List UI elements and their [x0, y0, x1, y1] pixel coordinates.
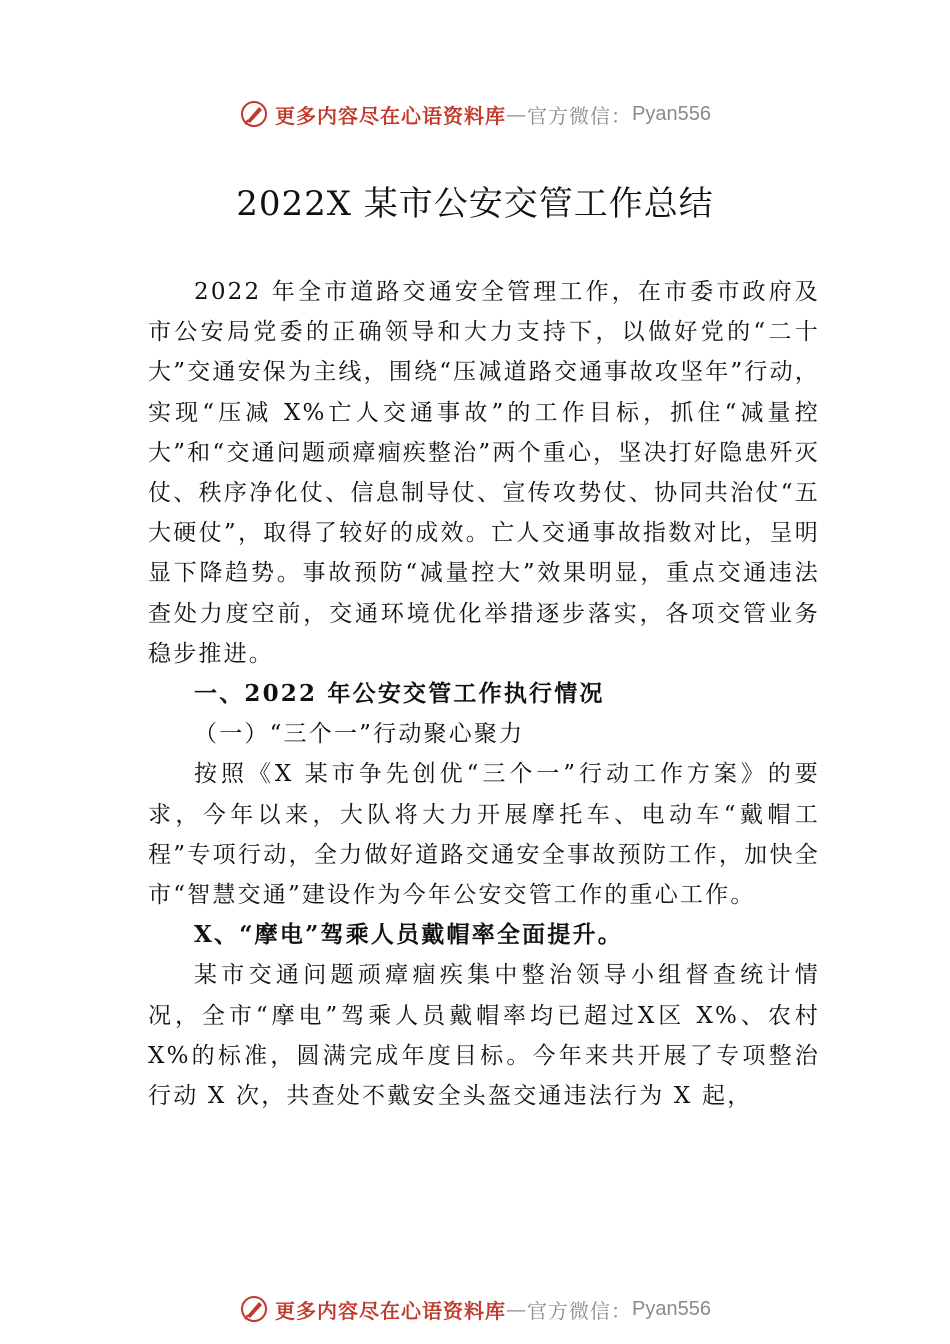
watermark-wechat-label: 官方微信：	[527, 103, 633, 128]
watermark-separator: —	[506, 1297, 528, 1321]
watermark-header	[0, 97, 950, 131]
watermark-wechat-id: Pyan556	[632, 102, 711, 125]
watermark-footer	[0, 1292, 950, 1326]
quill-pen-logo-icon	[239, 1294, 269, 1324]
section-heading-1: 一、2022 年公安交管工作执行情况	[194, 680, 605, 708]
watermark-wechat-label: 官方微信：	[527, 1298, 633, 1323]
body-paragraph-3: 某市交通问题顽瘴痼疾集中整治领导小组督查统计情况，全市“摩电”驾乘人员戴帽率均已超过Ⅹ区 X%、农村 X%的标准，圆满完成年度目标。今年来共开展了专项整治行动 X 次，共查处不戴安全头盔交通违法行为 X 起，	[148, 962, 820, 1110]
watermark-site-name: 更多内容尽在心语资料库	[275, 1298, 507, 1323]
intro-paragraph: 2022 年全市道路交通安全管理工作，在市委市政府及市公安局党委的正确领导和大力支持下，以做好党的“二十大”交通安保为主线，围绕“压减道路交通事故攻坚年”行动，实现“压减 X%亡人交通事故”的工作目标，抓住“减量控大”和“交通问题顽瘴痼疾整治”两个重心，坚决打好隐患歼灭仗、秩序净化仗、信息制导仗、宣传攻势仗、协同共治仗“五大硬仗”，取得了较好的成效。亡人交通事故指数对比，呈明显下降趋势。事故预防“减量控大”效果明显，重点交通违法查处力度空前，交通环境优化举措逐步落实，各项交管业务稳步推进。	[148, 279, 820, 667]
watermark-wechat-id: Pyan556	[632, 1297, 711, 1320]
document-title: 2022X 某市公安交管工作总结	[236, 184, 714, 224]
watermark-separator: —	[506, 102, 528, 126]
quill-pen-logo-icon	[239, 99, 269, 129]
watermark-site-name: 更多内容尽在心语资料库	[275, 103, 507, 128]
body-paragraph-2: 按照《X 某市争先创优“三个一”行动工作方案》的要求，今年以来，大队将大力开展摩托车、电动车“戴帽工程”专项行动，全力做好道路交通安全事故预防工作，加快全市“智慧交通”建设作为今年公安交管工作的重心工作。	[148, 761, 820, 909]
item-heading-helmet: X、“摩电”驾乘人员戴帽率全面提升。	[194, 921, 623, 949]
subsection-heading-1: （一）“三个一”行动聚心聚力	[194, 721, 525, 748]
document-body	[148, 272, 820, 1116]
